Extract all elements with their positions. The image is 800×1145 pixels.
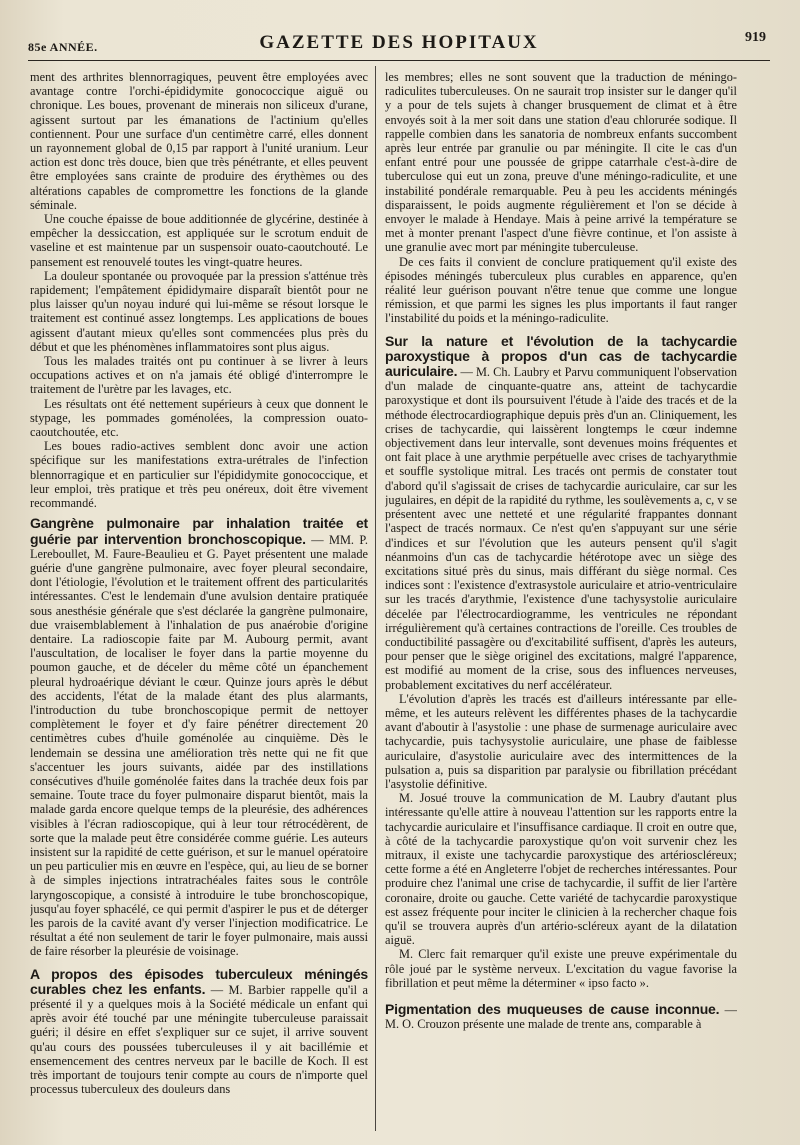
header-rule	[28, 60, 770, 61]
paragraph: Tous les malades traités ont pu continuer à se livrer à leurs occupations actives et on n'a jamais été obligé d'interrompre le traitement de l'urètre par les lavages, etc.	[30, 354, 368, 397]
left-column	[30, 70, 368, 1130]
paragraph: les membres; elles ne sont souvent que la traduction de méningo-radiculites tuberculeuses. On ne saurait trop insister sur le danger qu'il y a pour de tels sujets à changer brusquement de climat et à être envoyés soit à la mer soit dans une station d'eau chlorurée sodique. Il rappelle combien dans les sanatoria de nombreux enfants succombent après leur entrée par granulie ou par méningite. Il cite le cas d'un enfant entré pour une poussée de grippe catarrhale c'est-à-dire de tuberculose qui eut un zona, preuve d'une méningo-radiculite, et une instabilité pondérale remarquable. Peu à peu les accidents méningés disparaissent, le poids augmente régulièrement et l'on se décide à envoyer le malade à Hendaye. Mais à peine arrivé la température se met à monter prenant l'aspect d'une fièvre continue, et l'on assiste à une granulie avec mort par méningite tuberculeuse.	[385, 70, 737, 255]
paragraph: Les boues radio-actives semblent donc avoir une action spécifique sur les manifestations extra-urétrales de l'infection blennorragique et en particulier sur l'épididymite gonococcique, et leur emploi, très pratique et très peu onéreux, doit être vivement recommandé.	[30, 439, 368, 511]
column-divider	[375, 66, 376, 1131]
issue-year: 85e ANNÉE.	[28, 40, 98, 54]
paragraph: ment des arthrites blennorragiques, peuvent être employées avec avantage contre l'orchi-épididymite gonococcique aiguë ou chronique. Les boues, provenant de minerais non siliceux d'urane, agissent surtout par les émanations de l'actinium qu'elles contiennent. Pour une surface d'un centimètre carré, elles donnent un rayonnement global de 0,15 par rapport à l'unité uranium. Leur action est donc très douce, bien que très pénétrante, et elles peuvent être employées sans crainte de produire des érythèmes ou des altérations capables de compromettre les fonctions de la glande séminale.	[30, 70, 368, 212]
paragraph: Une couche épaisse de boue additionnée de glycérine, destinée à empêcher la dessiccation, est appliquée sur le scrotum enduit de vaseline et est maintenue par un suspensoir ouato-caoutchouté. Le pansement est renouvelé toutes les vingt-quatre heures.	[30, 212, 368, 269]
paragraph: Les résultats ont été nettement supérieurs à ceux que donnent le stypage, les pommades goménolées, la compression ouato-caoutchoutée, etc.	[30, 396, 368, 440]
paragraph: La douleur spontanée ou provoquée par la pression s'atténue très rapidement; l'empâtement épididymaire disparaît bientôt pour ne plus laisser qu'un noyau induré qui lui-même se résout lorsque le traitement est continué assez longtemps. Les applications de boues agissent d'autant mieux qu'elles sont commencées plus près du début et que les phénomènes inflammatoires sont plus aigus.	[30, 268, 368, 354]
paragraph: M. Josué trouve la communication de M. Laubry d'autant plus intéressante qu'elle attire à nouveau l'attention sur les rapports entre la tachycardie auriculaire et l'insuffisance cardiaque. Il croit en outre que, à côté de la tachycardie paroxystique qu'on voit survenir chez les mitraux, il existe une tachycardie paroxystique des artérioscléreux; cette forme a été en Angleterre l'objet de recherches intéressantes. Pour produire chez l'animal une crise de tachycardie, il suffit de lier l'artère coronaire, droite ou gauche. Cette variété de tachycardie paroxystique est assez fréquente pour inciter le clinicien à la rechercher chaque fois qu'il se trouvera auprès d'un artério-scléreux ayant de la dilatation aiguë.	[385, 791, 737, 948]
article-title: Sur la nature et l'évolution de la tachycardie paroxystique à propos d'un cas de tachycardie auriculaire.	[385, 332, 737, 380]
article-pigmentation	[385, 1002, 737, 1031]
article-text: présentent une malade guérie d'une gangrène pulmonaire, avec foyer pleural secondaire, dont l'étiologie, l'évolution et le traitement offrent des particularités intéressantes. C'est le lendemain d'une avulsion dentaire pratiquée sous anesthésie générale que s'est déclarée la gangrène pulmonaire, due vraisemblablement à l'inhalation de pus anaérobie d'origine dentaire. La radioscopie faite par M. Aubourg permit, avant l'auscultation, de localiser le foyer dans la partie moyenne du poumon gauche, et de déceler du même côté un épanchement pleural hydroaérique déviant le cœur. Quinze jours après le début des accidents, l'état de la malade étant des plus alarmants, l'introduction du tube bronchoscopique permit de nettoyer complètement le foyer et d'y faire pénétrer directement 20 centimètres cubes d'huile goménolée au cinquième. Dès le lendemain se dessina une amélioration très nette qui ne fit que s'accentuer les jours suivants, aidée par des instillations consécutives d'huile goménolée faites dans la trachée deux fois par semaine. Toute trace du foyer pulmonaire disparut bientôt, mais la malade garda encore quelque temps de la pleurésie, des adhérences visibles à l'écran radioscopique, qui à leur tour rétrocédèrent, de sorte que la malade peut être considérée comme guérie. Les auteurs insistent sur la rapidité de cette guérison, et sur le manuel opératoire un peu particulier mis en œuvre en l'espèce, qui, au lieu de se borner à de simples injections intratrachéales faites sous le contrôle laryngoscopique, a consisté à introduire le tube bronchoscopique, jusqu'au foyer sphacélé, ce qui permit d'aspirer le pus et de déterger les parois de la cavité avant d'y verser l'injection modificatrice. Le résultat a été non seulement de tarir le foyer pulmonaire, mais aussi de faire résorber la pleurésie de voisinage.	[30, 546, 368, 959]
page-number: 919	[745, 30, 766, 45]
paragraph: M. Clerc fait remarquer qu'il existe une preuve expérimentale du rôle joué par le système nerveux. L'excitation du vague favorise la fibrillation et peut même la déterminer « ipso facto ».	[385, 947, 737, 990]
right-column	[385, 70, 737, 1130]
article-text: communiquent l'observation d'un malade de cinquante-quatre ans, atteint de tachycardie paroxystique et dont ils poursuivent l'étude à l'aide des tracés et de la méthode électrocardiographique depuis près d'un an. Cliniquement, les crises de tachycardie, qui laissèrent longtemps le cœur indemne objectivement dans leur intervalle, sont devenues moins fréquentes et ont fait place à une arythmie perpétuelle avec crises de tachyarythmie et souffle systolique mitral. Les tracés ont permis de constater tout d'abord qu'il s'agissait de crises de tachycardie auriculaire, car sur les jugulaires, en dépit de la rapidité du rythme, les soulèvements a, c, v se présentent avec une netteté et une régularité frappantes donnant l'aspect de tracés normaux. Ce n'est qu'en s'appuyant sur une série d'indices et sur l'évolution que les auteurs pensent qu'il s'agit néanmoins d'un cas de tachycardie hétérotope avec un siège des excitations situé près du sinus, mais différant du siège normal. Ces indices sont : l'existence d'extrasystole auriculaire et atrio-ventriculaire sur les tracés d'arythmie, l'existence d'une tachysystolie auriculaire décelée par l'électrocardiogramme, les ventricules ne répondant irrégulièrement qu'à certaines contractions de l'oreille. Ces troubles de conductibilité passagère ou d'excitabilité suffisent, d'après les auteurs, pour penser que le siège originel des excitations, malgré l'apparence, est modifié au moment de la crise, sous des influences nerveuses, probablement excitatives du nerf accélérateur.	[385, 365, 737, 692]
article-text: présente une malade de trente ans, comparable à	[459, 1017, 702, 1032]
journal-title: GAZETTE DES HOPITAUX	[259, 32, 539, 53]
article-title: A propos des épisodes tuberculeux méningés curables chez les enfants.	[30, 965, 368, 997]
paragraph: De ces faits il convient de conclure pratiquement qu'il existe des épisodes méningés tuberculeux plus curables en apparence, qu'en réalité leur guérison pouvant n'être tenue que comme une longue rémission, et que parmi les signes les plus importants il faut ranger l'instabilité du poids et la méningo-radiculite.	[385, 254, 737, 326]
paragraph: L'évolution d'après les tracés est d'ailleurs intéressante par elle-même, et les auteurs relèvent les différentes phases de la tachycardie avant d'aboutir à l'asystolie : une phase de surmenage auriculaire avec tachycardie, puis tachysystolie auriculaire, une phase de faiblesse auriculaire, d'asystolie auriculaire avec des intermittences de la pulsation a, puis sa disparition par paralysie ou fibrillation précédant l'asystolie définitive.	[385, 691, 737, 791]
article-authors: — M. Barbier	[205, 982, 286, 997]
article-tuberculous-episodes	[30, 967, 368, 1097]
article-text: rappelle qu'il a présenté il y a quelques mois à la Société médicale un enfant qui après avoir été touché par une méningite tuberculeuse paraissait guéri; il désire en effet s'expliquer sur ce sujet, il arrive souvent qu'au cours des poussées tuberculeuses il y ait bacillémie et ensemencement des centres nerveux par le bacille de Koch. Il est très important de toujours tenir compte au cours de n'importe quel processus tuberculeux des douleurs dans	[30, 982, 368, 1097]
article-title: Gangrène pulmonaire par inhalation traitée et guérie par intervention bronchoscopique.	[30, 515, 368, 547]
article-tachycardia	[385, 334, 737, 692]
page-header	[28, 26, 770, 56]
article-authors: — M. O. Crouzon	[385, 1003, 737, 1032]
article-authors: — M. Ch. Laubry et Parvu	[457, 365, 594, 380]
article-title: Pigmentation des muqueuses de cause inconnue.	[385, 1001, 720, 1017]
article-authors: — MM. P. Lereboullet, M. Faure-Beaulieu et G. Payet	[30, 532, 368, 561]
article-gangrene	[30, 516, 368, 958]
